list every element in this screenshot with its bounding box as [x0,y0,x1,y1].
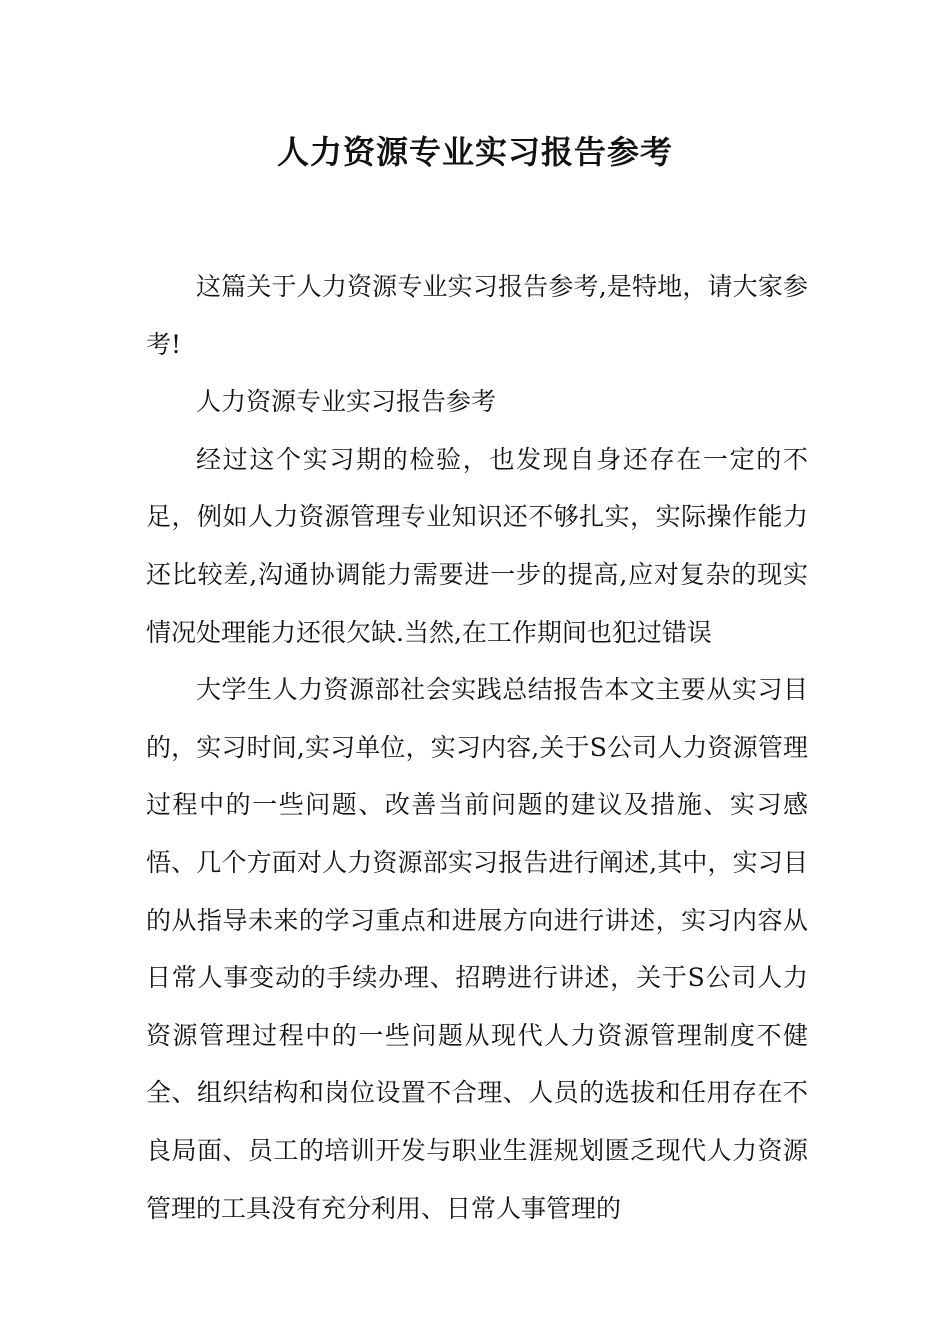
document-body [146,258,808,1237]
document-title: 人力资源专业实习报告参考 [276,133,673,171]
paragraph-summary: 大学生人力资源部社会实践总结报告本文主要从实习目的，实习时间,实习单位，实习内容,关于S公司人力资源管理过程中的一些问题、改善当前问题的建议及措施、实习感悟、几个方面对人力资源部实习报告进行阐述,其中，实习目的从指导未来的学习重点和进展方向进行讲述，实习内容从日常人事变动的手续办理、招聘进行讲述，关于S公司人力资源管理过程中的一些问题从现代人力资源管理制度不健全、组织结构和岗位设置不合理、人员的选拔和任用存在不良局面、员工的培训开发与职业生涯规划匮乏现代人力资源管理的工具没有充分利用、日常人事管理的 [146,675,808,1223]
paragraph-intro: 这篇关于人力资源专业实习报告参考,是特地，请大家参考! [146,272,808,359]
paragraph-shortcomings: 经过这个实习期的检验，也发现自身还存在一定的不足，例如人力资源管理专业知识还不够扎实，实际操作能力还比较差,沟通协调能力需要进一步的提高,应对复杂的现实情况处理能力还很欠缺.当然,在工作期间也犯过错误 [146,444,808,647]
paragraph-subtitle: 人力资源专业实习报告参考 [196,387,497,417]
